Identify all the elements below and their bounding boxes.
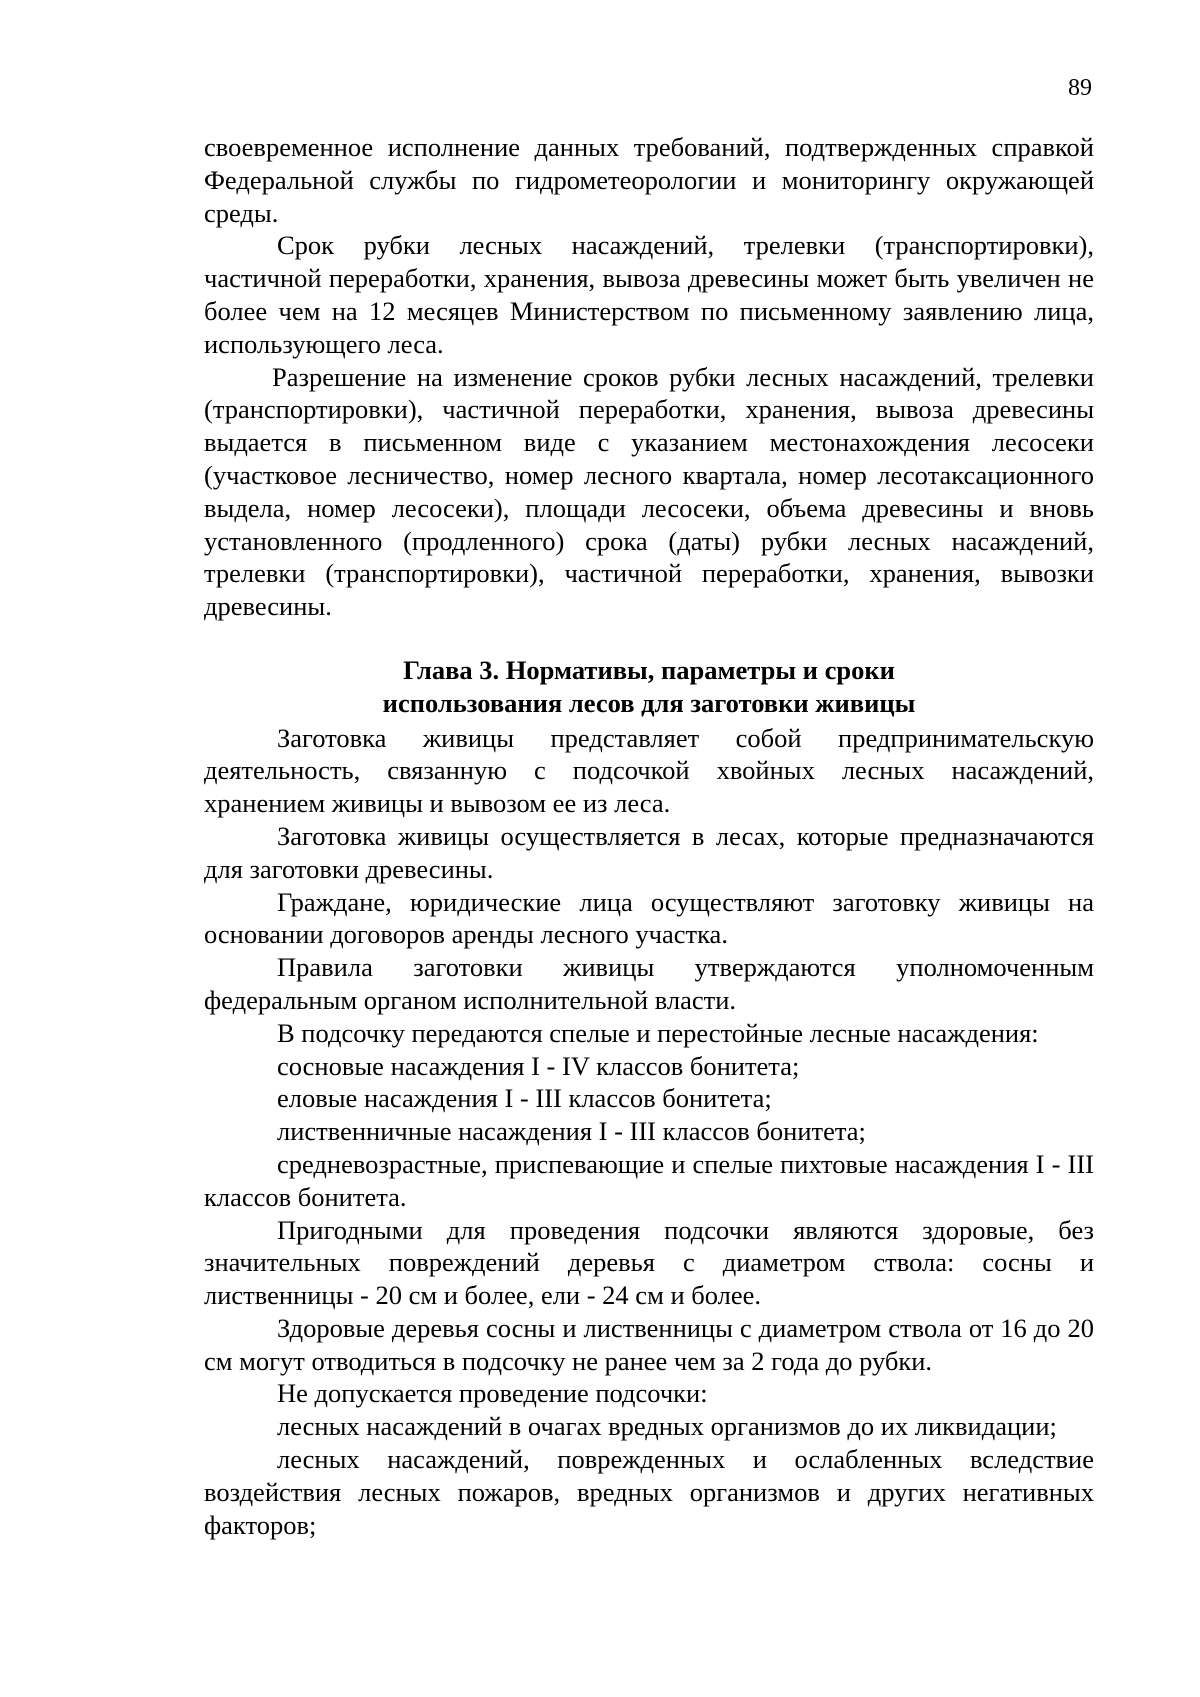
paragraph: Пригодными для проведения подсочки являются здоровые, без значительных повреждений деревья с диаметром ствола: сосны и лиственницы - 20 см и более, ели - 24 см и более. xyxy=(204,1214,1094,1311)
paragraph: Здоровые деревья сосны и лиственницы с диаметром ствола от 16 до 20 см могут отводиться в подсочку не ранее чем за 2 года до рубки. xyxy=(204,1312,1094,1376)
list-item: лесных насаждений в очагах вредных организмов до их ликвидации; xyxy=(277,1411,1057,1442)
list-item: лесных насаждений, поврежденных и ослабленных вследствие воздействия лесных пожаров, вредных организмов и других негативных факторов; xyxy=(204,1444,1094,1540)
paragraph: Граждане, юридические лица осуществляют заготовку живицы на основании договоров аренды лесного участка. xyxy=(204,886,1094,950)
paragraph: Разрешение на изменение сроков рубки лесных насаждений, трелевки (транспортировки), частичной переработки, хранения, вывоза древесины выдается в письменном виде с указанием местонахождения лесосеки (участковое лесничество, номер лесного квартала, номер лесотаксационного выдела, номер лесосеки), площади лесосеки, объема древесины и вновь установленного (продленного) срока (даты) рубки лесных насаждений, трелевки (транспортировки), частичной переработки, хранения, вывозки древесины. xyxy=(204,361,1094,622)
paragraph: Правила заготовки живицы утверждаются уполномоченным федеральным органом исполнительной власти. xyxy=(204,952,1094,1015)
list-item: средневозрастные, приспевающие и спелые пихтовые насаждения I - III классов бонитета. xyxy=(204,1148,1094,1212)
list-item: лиственничные насаждения I - III классов бонитета; xyxy=(277,1116,866,1147)
list-item: сосновые насаждения I - IV классов бонитета; xyxy=(277,1050,800,1081)
chapter-heading-line: Глава 3. Нормативы, параметры и сроки xyxy=(403,654,895,685)
paragraph: своевременное исполнение данных требований, подтвержденных справкой Федеральной службы по гидрометеорологии и мониторингу окружающей среды. xyxy=(204,132,1094,228)
page-body xyxy=(204,131,1094,1541)
chapter-heading xyxy=(204,654,1094,720)
paragraph: Не допускается проведение подсочки: xyxy=(277,1378,708,1409)
paragraph: Срок рубки лесных насаждений, трелевки (транспортировки), частичной переработки, хранения, вывоза древесины может быть увеличен не более чем на 12 месяцев Министерством по письменному заявлению лица, использующего леса. xyxy=(204,230,1094,359)
list-item: еловые насаждения I - III классов бонитета; xyxy=(277,1083,772,1114)
paragraph: Заготовка живицы осуществляется в лесах, которые предназначаются для заготовки древесины. xyxy=(204,820,1094,884)
paragraph: Заготовка живицы представляет собой предпринимательскую деятельность, связанную с подсочкой хвойных лесных насаждений, хранением живицы и вывозом ее из леса. xyxy=(204,722,1094,819)
page-number: 89 xyxy=(1068,75,1092,101)
chapter-heading-line: использования лесов для заготовки живицы xyxy=(382,687,916,718)
paragraph: В подсочку передаются спелые и перестойные лесные насаждения: xyxy=(277,1017,1039,1048)
